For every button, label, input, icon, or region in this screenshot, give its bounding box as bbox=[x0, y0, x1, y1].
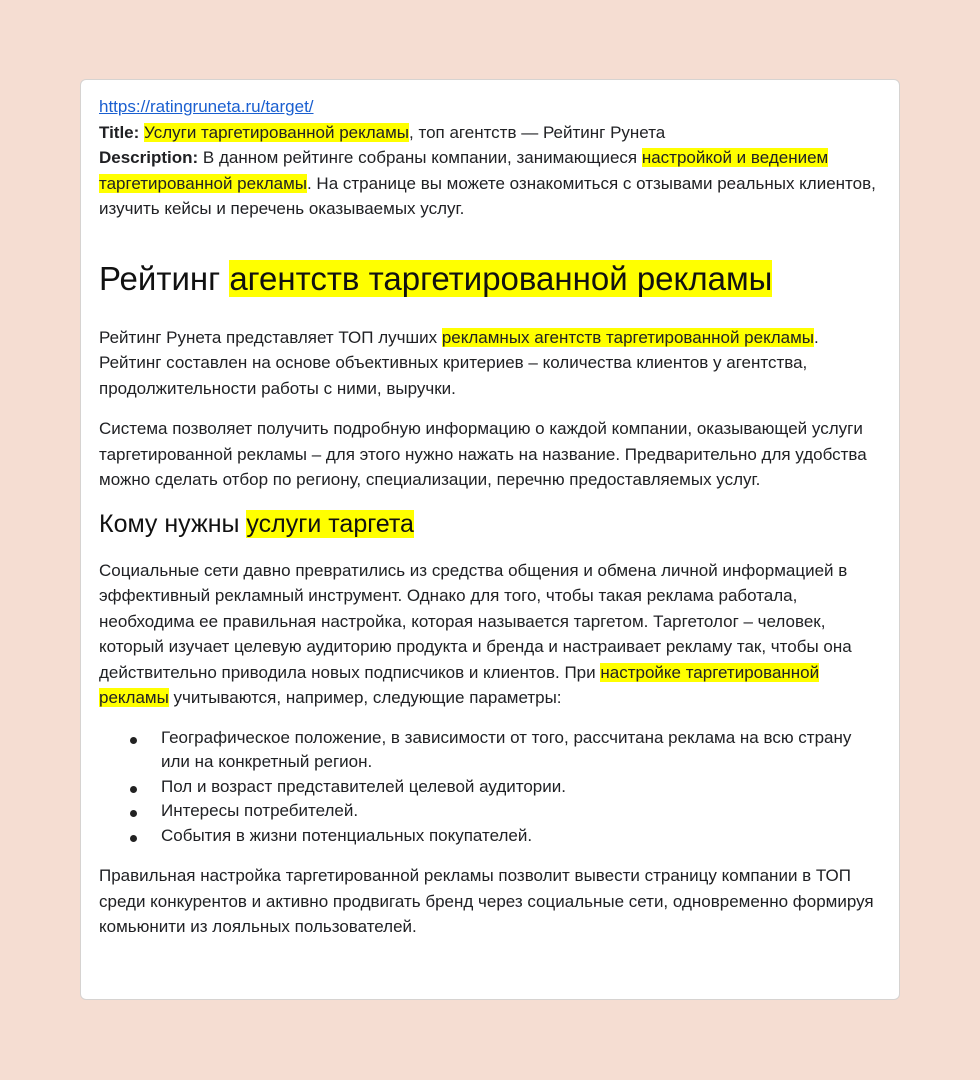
paragraph-conclusion: Правильная настройка таргетированной рекламы позволит вывести страницу компании в ТОП среди конкурентов и активно продвигать бренд через социальные сети, одновременно формируя комьюнити из лояльных пользователей. bbox=[99, 866, 874, 936]
paragraph-social-text-b: учитываются, например, следующие параметры: bbox=[168, 688, 562, 707]
bullet-icon bbox=[130, 810, 137, 817]
bullet-icon bbox=[130, 737, 137, 744]
heading-text: Рейтинг bbox=[99, 259, 230, 297]
bullet-icon bbox=[130, 835, 137, 842]
description-highlight: настройкой и ведением таргетированной рекламы bbox=[99, 148, 829, 193]
paragraph-intro bbox=[99, 325, 881, 402]
paragraph-social bbox=[99, 558, 881, 711]
description-text-a: В данном рейтинге собраны компании, занимающиеся bbox=[198, 148, 642, 167]
page-heading bbox=[99, 258, 881, 300]
list-item-text: Интересы потребителей. bbox=[161, 801, 359, 820]
title-highlight: Услуги таргетированной рекламы bbox=[144, 122, 410, 142]
list-item-text: Пол и возраст представителей целевой аудитории. bbox=[161, 776, 566, 796]
page-url-link[interactable]: https://ratingruneta.ru/target/ bbox=[99, 97, 314, 116]
title-label: Title: bbox=[99, 122, 140, 142]
section-heading-text: Кому нужны bbox=[99, 509, 247, 538]
list-item bbox=[161, 775, 881, 800]
paragraph-intro-text-b: . Рейтинг составлен на основе объективных критериев – количества клиентов у агентства, продолжительности работы с ними, выручки. bbox=[99, 327, 819, 398]
list-item-text: События в жизни потенциальных покупателей. bbox=[161, 825, 533, 845]
description-text-b: . На странице вы можете ознакомиться с отзывами реальных клиентов, изучить кейсы и перечень оказываемых услуг. bbox=[99, 173, 876, 218]
paragraph-social-highlight: настройке таргетированной рекламы bbox=[99, 662, 820, 707]
parameters-list bbox=[99, 726, 881, 849]
paragraph-social-text-a: Социальные сети давно превратились из средства общения и обмена личной информацией в эффективный рекламный инструмент. Однако для того, чтобы такая реклама работала, необходима ее правильная настройка, которая называется таргетом. Таргетолог – человек, который изучает целевую аудиторию продукта и бренда и настраивает рекламу так, чтобы она действительно приводила новых подписчиков и клиентов. При bbox=[99, 560, 852, 682]
meta-title bbox=[99, 120, 881, 146]
bullet-icon bbox=[130, 786, 137, 793]
section-heading bbox=[99, 508, 881, 540]
search-snippet bbox=[99, 94, 881, 222]
list-item-text: Географическое положение, в зависимости от того, рассчитана реклама на всю страну или на конкретный регион. bbox=[161, 727, 852, 771]
list-item bbox=[161, 726, 881, 775]
snippet-card bbox=[80, 79, 900, 1000]
title-rest: , топ агентств — Рейтинг Рунета bbox=[409, 122, 666, 142]
list-item bbox=[161, 824, 881, 849]
paragraph-intro-text-a: Рейтинг Рунета представляет ТОП лучших bbox=[99, 327, 442, 347]
meta-description bbox=[99, 145, 881, 222]
heading-highlight: агентств таргетированной рекламы bbox=[229, 259, 773, 297]
description-label: Description: bbox=[99, 148, 199, 167]
list-item bbox=[161, 799, 881, 824]
paragraph-system: Система позволяет получить подробную информацию о каждой компании, оказывающей услуги таргетированной рекламы – для этого нужно нажать на название. Предварительно для удобства можно сделать отбор по региону, специализации, перечню предоставляемых услуг. bbox=[99, 419, 867, 489]
section-heading-highlight: услуги таргета bbox=[246, 509, 414, 538]
paragraph-intro-highlight: рекламных агентств таргетированной рекламы bbox=[441, 327, 814, 347]
